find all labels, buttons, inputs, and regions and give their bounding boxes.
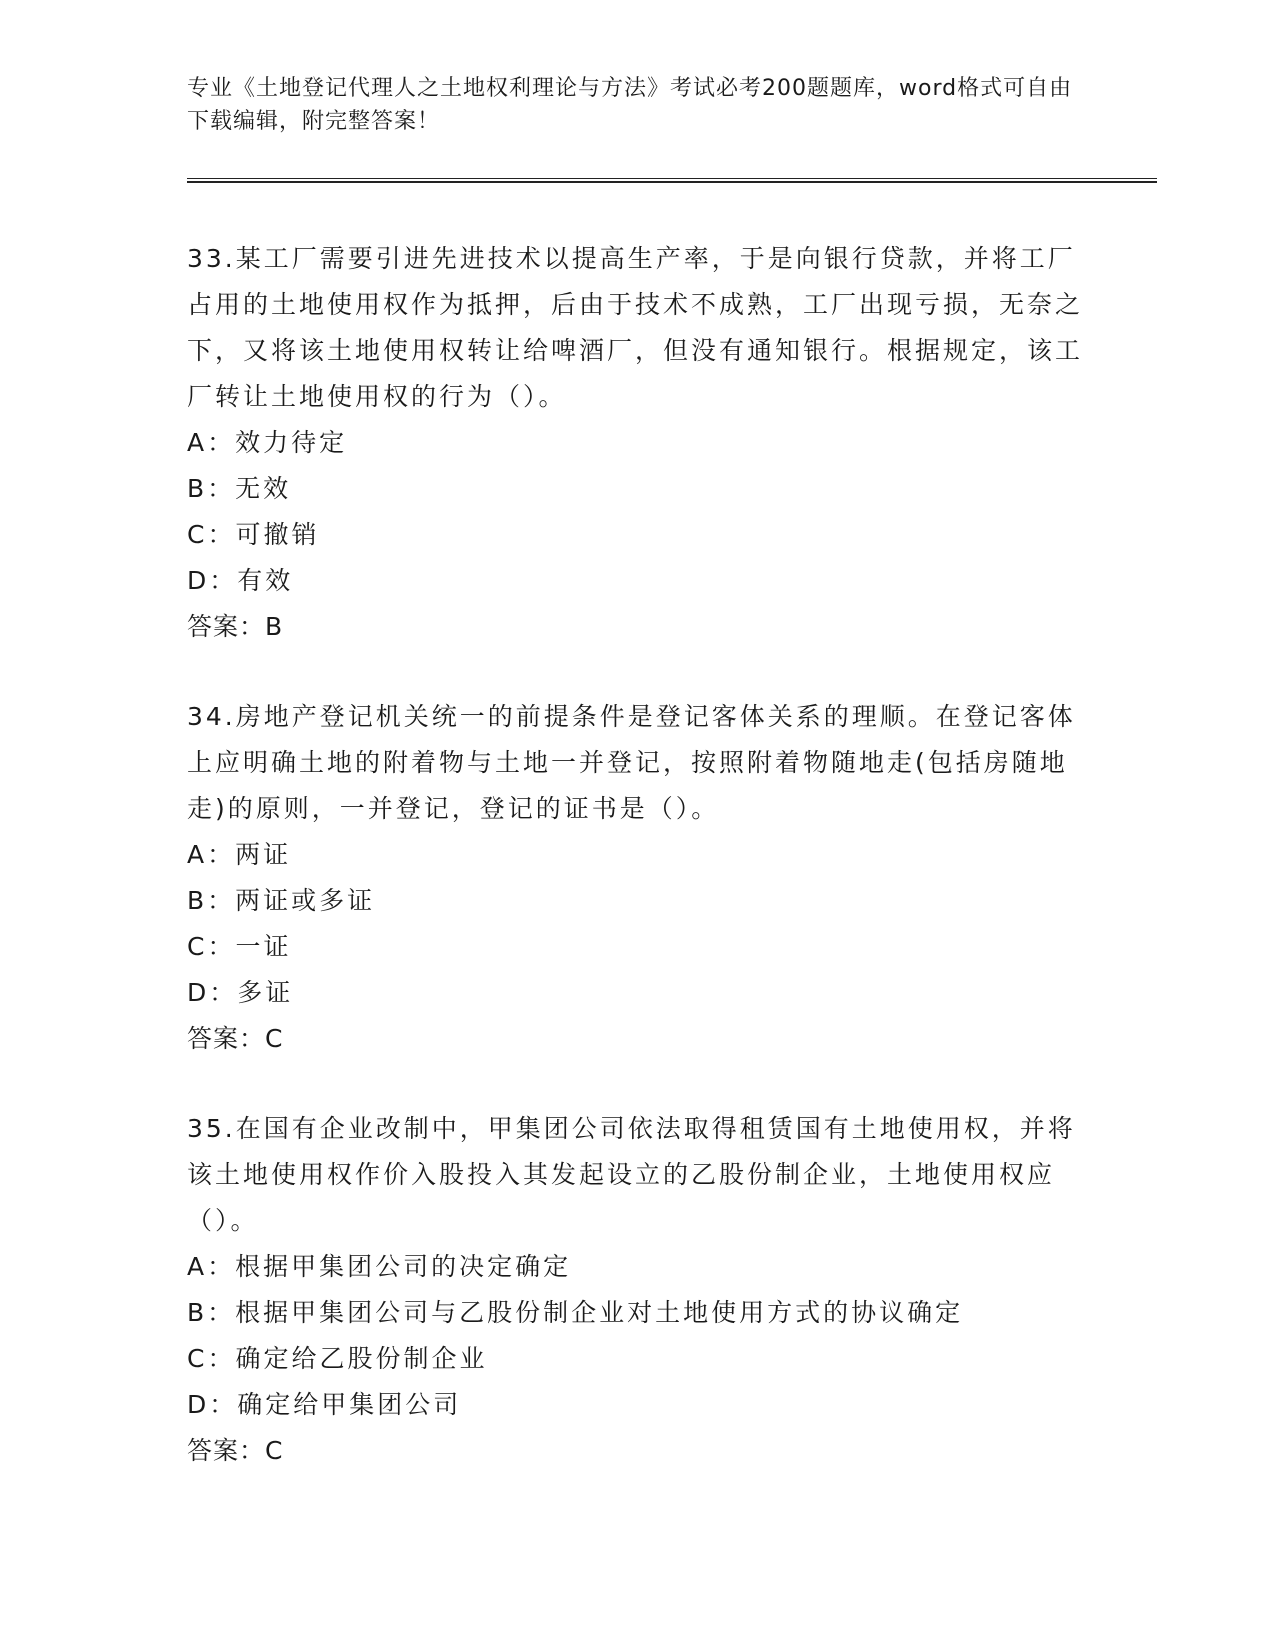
option-d: D：多证 (187, 978, 294, 1007)
header-divider (187, 178, 1157, 183)
answer-line: 答案：C (187, 1024, 284, 1053)
option-b: B：两证或多证 (187, 886, 376, 915)
answer-line: 答案：B (187, 612, 284, 641)
question-stem: 34.房地产登记机关统一的前提条件是登记客体关系的理顺。在登记客体上应明确土地的附着物与土地一并登记，按照附着物随地走(包括房随地走)的原则，一并登记，登记的证书是（）。 (187, 702, 1076, 823)
question-stem: 33.某工厂需要引进先进技术以提高生产率，于是向银行贷款，并将工厂占用的土地使用权作为抵押，后由于技术不成熟，工厂出现亏损，无奈之下，又将该土地使用权转让给啤酒厂，但没有通知银行。根据规定，该工厂转让土地使用权的行为（）。 (187, 244, 1084, 411)
answer-line: 答案：C (187, 1436, 284, 1465)
option-b: B：无效 (187, 474, 292, 503)
option-c: C：一证 (187, 932, 292, 961)
option-d: D：有效 (187, 566, 294, 595)
option-a: A：两证 (187, 840, 292, 869)
option-a: A：效力待定 (187, 428, 348, 457)
question-33 (187, 236, 1087, 650)
option-a: A：根据甲集团公司的决定确定 (187, 1252, 572, 1281)
document-header: 专业《土地登记代理人之土地权利理论与方法》考试必考200题题库，word格式可自由下载编辑，附完整答案！ (187, 76, 1073, 134)
option-c: C：可撤销 (187, 520, 320, 549)
option-b: B：根据甲集团公司与乙股份制企业对土地使用方式的协议确定 (187, 1298, 964, 1327)
option-c: C：确定给乙股份制企业 (187, 1344, 488, 1373)
option-d: D：确定给甲集团公司 (187, 1390, 462, 1419)
question-34 (187, 694, 1087, 1062)
question-35 (187, 1106, 1087, 1474)
question-stem: 35.在国有企业改制中，甲集团公司依法取得租赁国有土地使用权，并将该土地使用权作价入股投入其发起设立的乙股份制企业，土地使用权应（）。 (187, 1114, 1076, 1235)
